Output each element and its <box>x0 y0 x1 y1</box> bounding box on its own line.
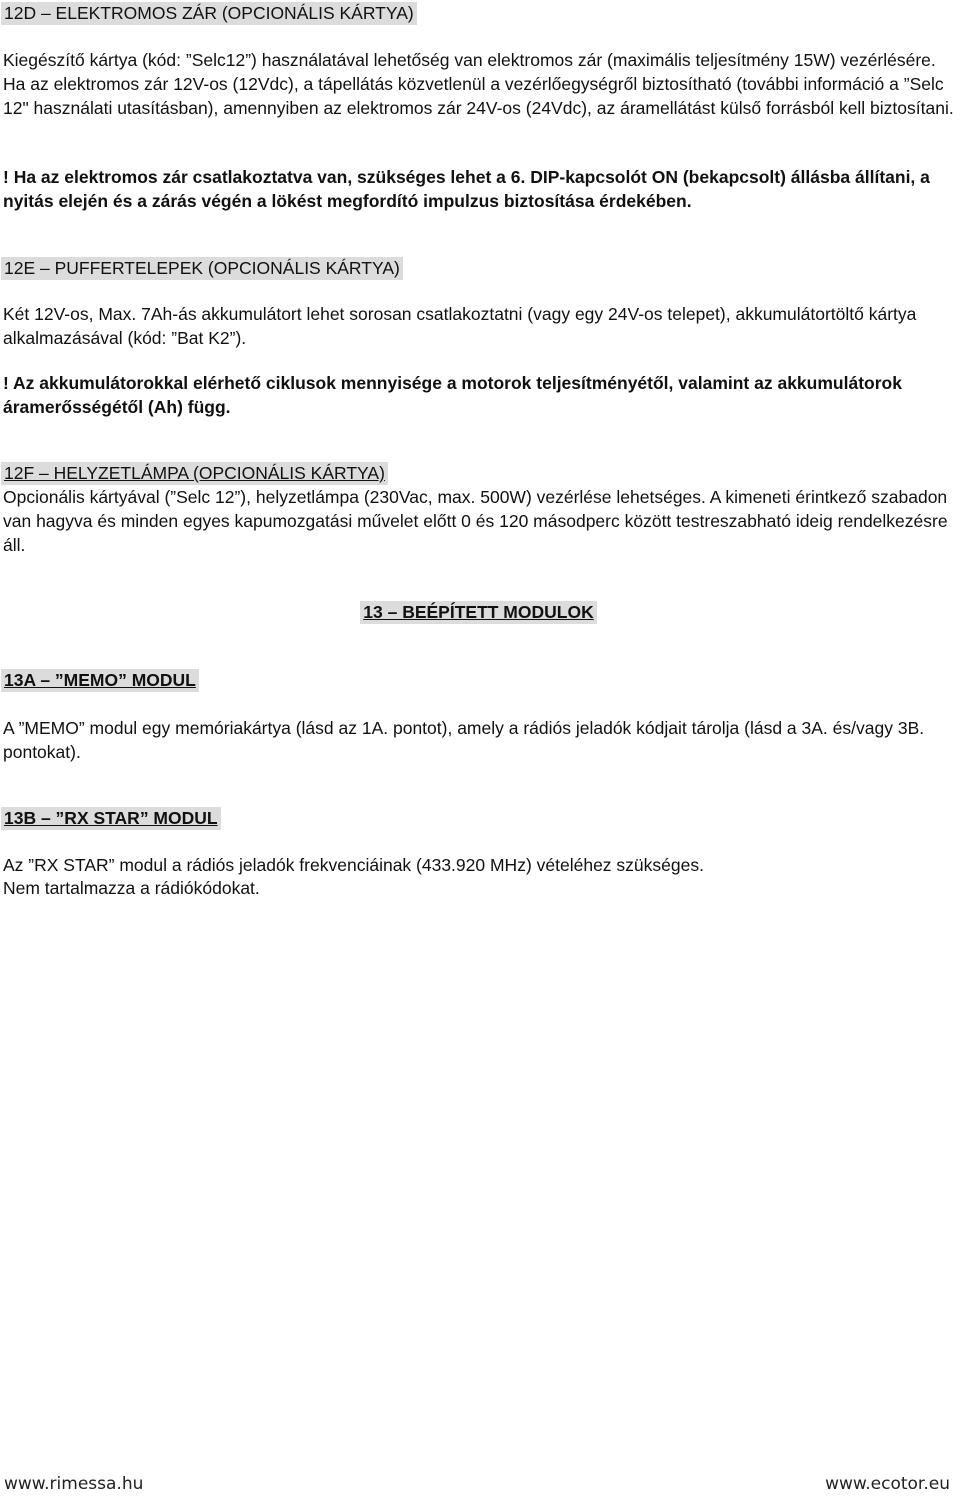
section-12e-warning: ! Az akkumulátorokkal elérhető ciklusok mennyisége a motorok teljesítményétől, valamint az akkumulátorok áramerősségétől (Ah) függ. <box>3 373 902 417</box>
section-13a-heading: 13A – ”MEMO” MODUL <box>1 669 199 692</box>
section-13b-heading-row <box>3 806 956 830</box>
section-13-heading-row <box>3 600 956 624</box>
section-12f-paragraph: Opcionális kártyával (”Selc 12”), helyzetlámpa (230Vac, max. 500W) vezérlése lehetséges. A kimeneti érintkező szabadon van hagyva és minden egyes kapumozgatási művelet előtt 0 és 120 másodperc között testreszabható ideig rendelkezésre áll. <box>3 487 948 555</box>
section-13a-paragraph: A ”MEMO” modul egy memóriakártya (lásd az 1A. pontot), amely a rádiós jeladók kódjait tárolja (lásd a 3A. és/vagy 3B. pontokat). <box>3 718 925 762</box>
section-12f-heading: 12F – HELYZETLÁMPA (OPCIONÁLIS KÁRTYA) <box>1 462 388 485</box>
footer-link-right[interactable]: www.ecotor.eu <box>825 1474 950 1494</box>
section-13b-paragraph-2: Nem tartalmazza a rádiókódokat. <box>3 878 260 898</box>
section-13b-paragraph-1: Az ”RX STAR” modul a rádiós jeladók frekvenciáinak (433.920 MHz) vételéhez szükséges. <box>3 855 704 875</box>
section-13b-heading: 13B – ”RX STAR” MODUL <box>1 807 221 830</box>
section-12e-heading-row <box>3 256 956 280</box>
section-12d-heading: 12D – ELEKTROMOS ZÁR (OPCIONÁLIS KÁRTYA) <box>1 2 417 25</box>
section-12f-heading-row <box>3 461 956 485</box>
section-13a-heading-row <box>3 668 956 692</box>
section-12d-paragraph: Kiegészítő kártya (kód: ”Selc12”) használatával lehetőség van elektromos zár (maximális teljesítmény 15W) vezérlésére. Ha az elektromos zár 12V-os (12Vdc), a tápellátás közvetlenül a vezérlőegységről biztosítható (további információ a ”Selc 12" használati utasításban), amennyiben az elektromos zár 24V-os (24Vdc), az áramellátást külső forrásból kell biztosítani. <box>3 50 954 118</box>
section-12d-warning: ! Ha az elektromos zár csatlakoztatva van, szükséges lehet a 6. DIP-kapcsolót ON (bekapcsolt) állásba állítani, a nyitás elején és a zárás végén a lökést megfordító impulzus biztosítása érdekében. <box>3 167 930 211</box>
section-12e-heading: 12E – PUFFERTELEPEK (OPCIONÁLIS KÁRTYA) <box>1 257 403 280</box>
section-12d-heading-row <box>3 1 956 25</box>
section-13-heading: 13 – BEÉPÍTETT MODULOK <box>360 601 596 624</box>
section-12e-paragraph: Két 12V-os, Max. 7Ah-ás akkumulátort lehet sorosan csatlakoztatni (vagy egy 24V-os telepet), akkumulátortöltő kártya alkalmazásával (kód: ”Bat K2”). <box>3 304 917 348</box>
footer-link-left[interactable]: www.rimessa.hu <box>4 1474 144 1494</box>
